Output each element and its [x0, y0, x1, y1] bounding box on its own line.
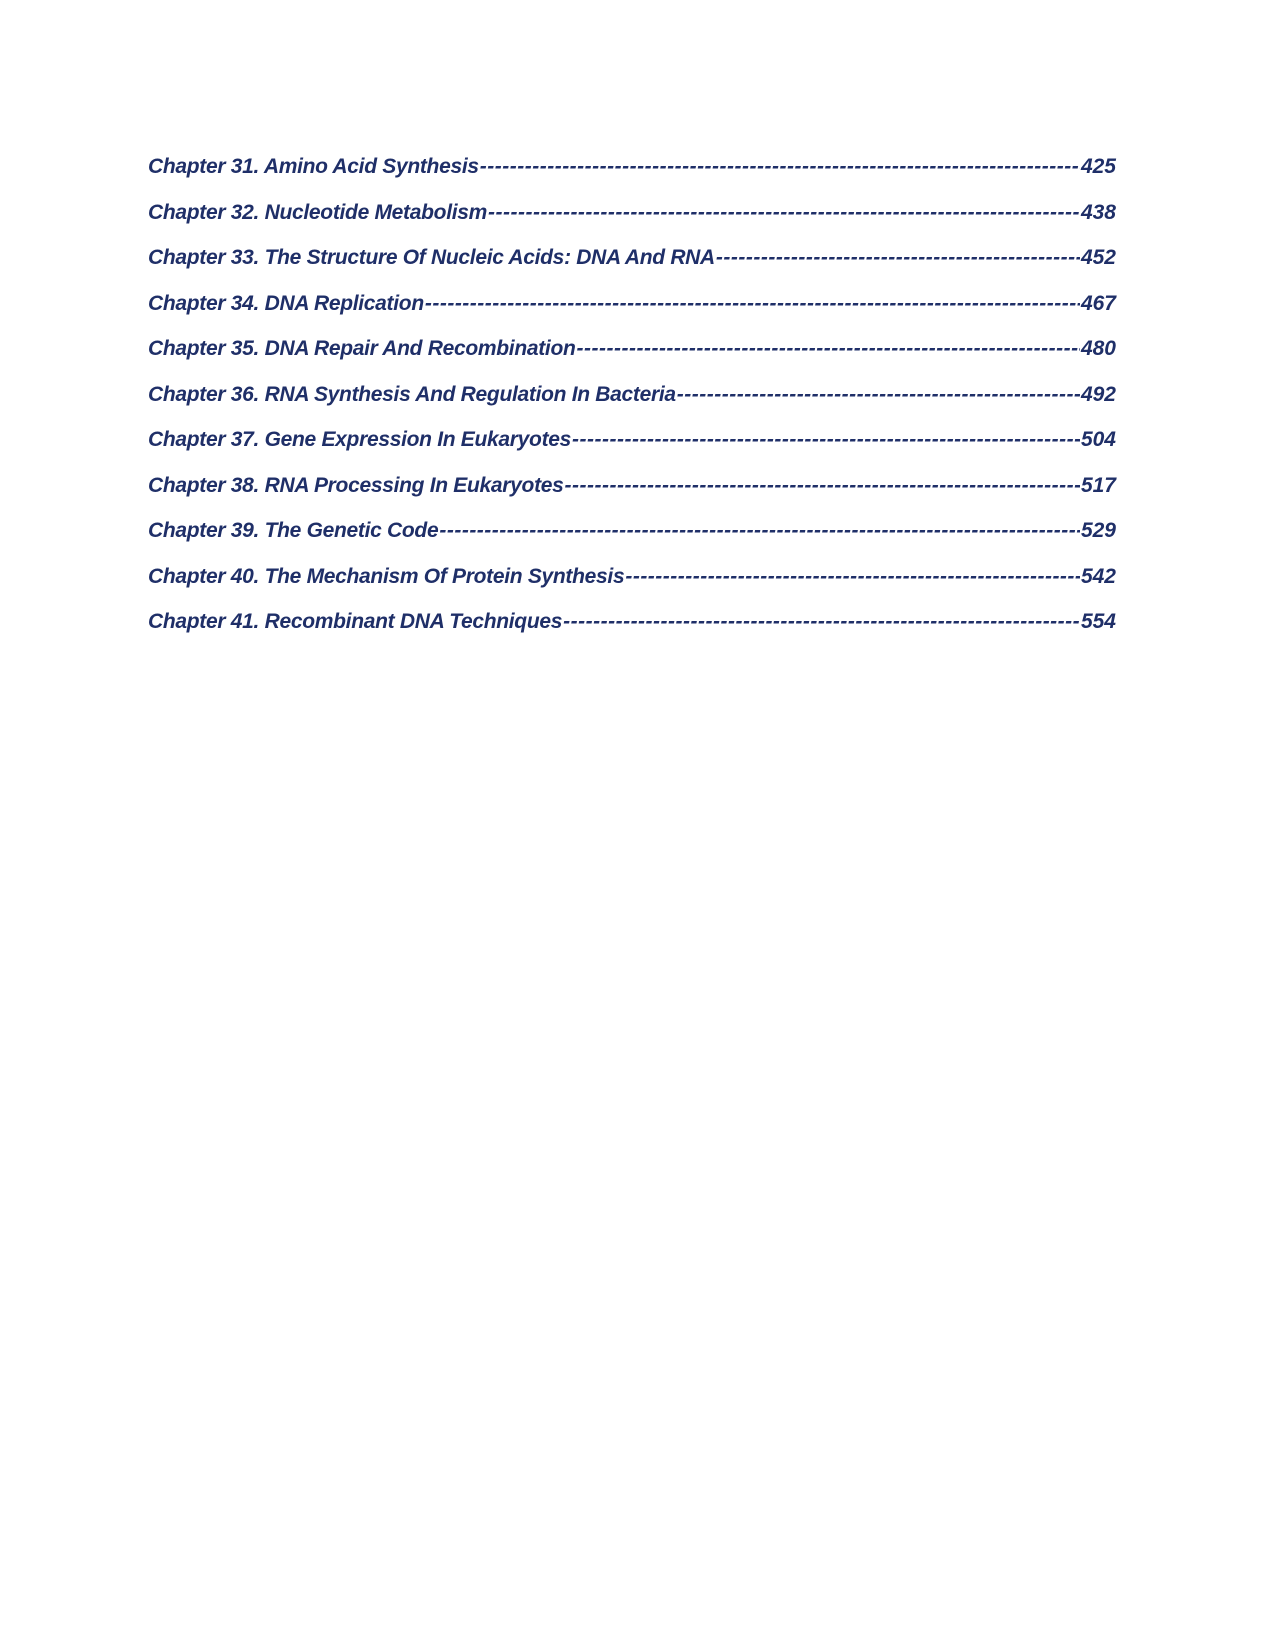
toc-entry-page-number: 452 — [1080, 246, 1116, 269]
toc-entry-title: Chapter 33. The Structure Of Nucleic Acids: DNA And RNA — [148, 246, 715, 269]
toc-entry-title: Chapter 31. Amino Acid Synthesis — [148, 155, 479, 178]
toc-entry-title: Chapter 40. The Mechanism Of Protein Synthesis — [148, 564, 625, 588]
toc-entry-page-number: 542 — [1080, 564, 1116, 588]
toc-entry-title: Chapter 36. RNA Synthesis And Regulation In Bacteria — [148, 382, 676, 406]
toc-entry-chapter-36[interactable] — [148, 378, 1116, 424]
toc-dot-leader — [488, 196, 1080, 230]
toc-entry-title: Chapter 34. DNA Replication — [148, 291, 424, 315]
toc-entry-chapter-35[interactable] — [148, 332, 1116, 378]
table-of-contents — [148, 150, 1116, 651]
toc-dot-leader — [425, 287, 1080, 321]
toc-entry-chapter-41[interactable] — [148, 605, 1116, 651]
toc-entry-chapter-37[interactable] — [148, 423, 1116, 469]
toc-entry-chapter-38[interactable] — [148, 469, 1116, 515]
toc-entry-page-number: 529 — [1080, 519, 1116, 542]
toc-dot-leader — [577, 332, 1080, 366]
toc-entry-page-number: 425 — [1080, 155, 1116, 178]
toc-entry-title: Chapter 41. Recombinant DNA Techniques — [148, 610, 563, 633]
toc-entry-page-number: 480 — [1080, 337, 1116, 360]
toc-dot-leader — [565, 469, 1080, 503]
toc-entry-chapter-39[interactable] — [148, 514, 1116, 560]
toc-entry-chapter-34[interactable] — [148, 287, 1116, 333]
toc-entry-chapter-31[interactable] — [148, 150, 1116, 196]
toc-dot-leader — [480, 150, 1080, 184]
toc-dot-leader — [677, 378, 1080, 412]
toc-entry-page-number: 438 — [1080, 200, 1116, 224]
toc-dot-leader — [625, 560, 1080, 594]
toc-entry-page-number: 517 — [1080, 473, 1116, 497]
toc-entry-chapter-40[interactable] — [148, 560, 1116, 606]
toc-entry-page-number: 492 — [1080, 382, 1116, 406]
toc-entry-page-number: 467 — [1080, 291, 1116, 315]
toc-entry-chapter-33[interactable] — [148, 241, 1116, 287]
toc-entry-title: Chapter 39. The Genetic Code — [148, 519, 439, 542]
toc-entry-page-number: 554 — [1080, 610, 1116, 633]
toc-entry-title: Chapter 38. RNA Processing In Eukaryotes — [148, 473, 564, 497]
toc-entry-page-number: 504 — [1080, 428, 1116, 451]
toc-dot-leader — [572, 423, 1080, 457]
toc-dot-leader — [563, 605, 1080, 639]
toc-entry-title: Chapter 35. DNA Repair And Recombination — [148, 337, 576, 360]
toc-entry-chapter-32[interactable] — [148, 196, 1116, 242]
toc-dot-leader — [439, 514, 1080, 548]
toc-dot-leader — [716, 241, 1080, 275]
toc-entry-title: Chapter 32. Nucleotide Metabolism — [148, 200, 488, 224]
toc-entry-title: Chapter 37. Gene Expression In Eukaryotes — [148, 428, 572, 451]
